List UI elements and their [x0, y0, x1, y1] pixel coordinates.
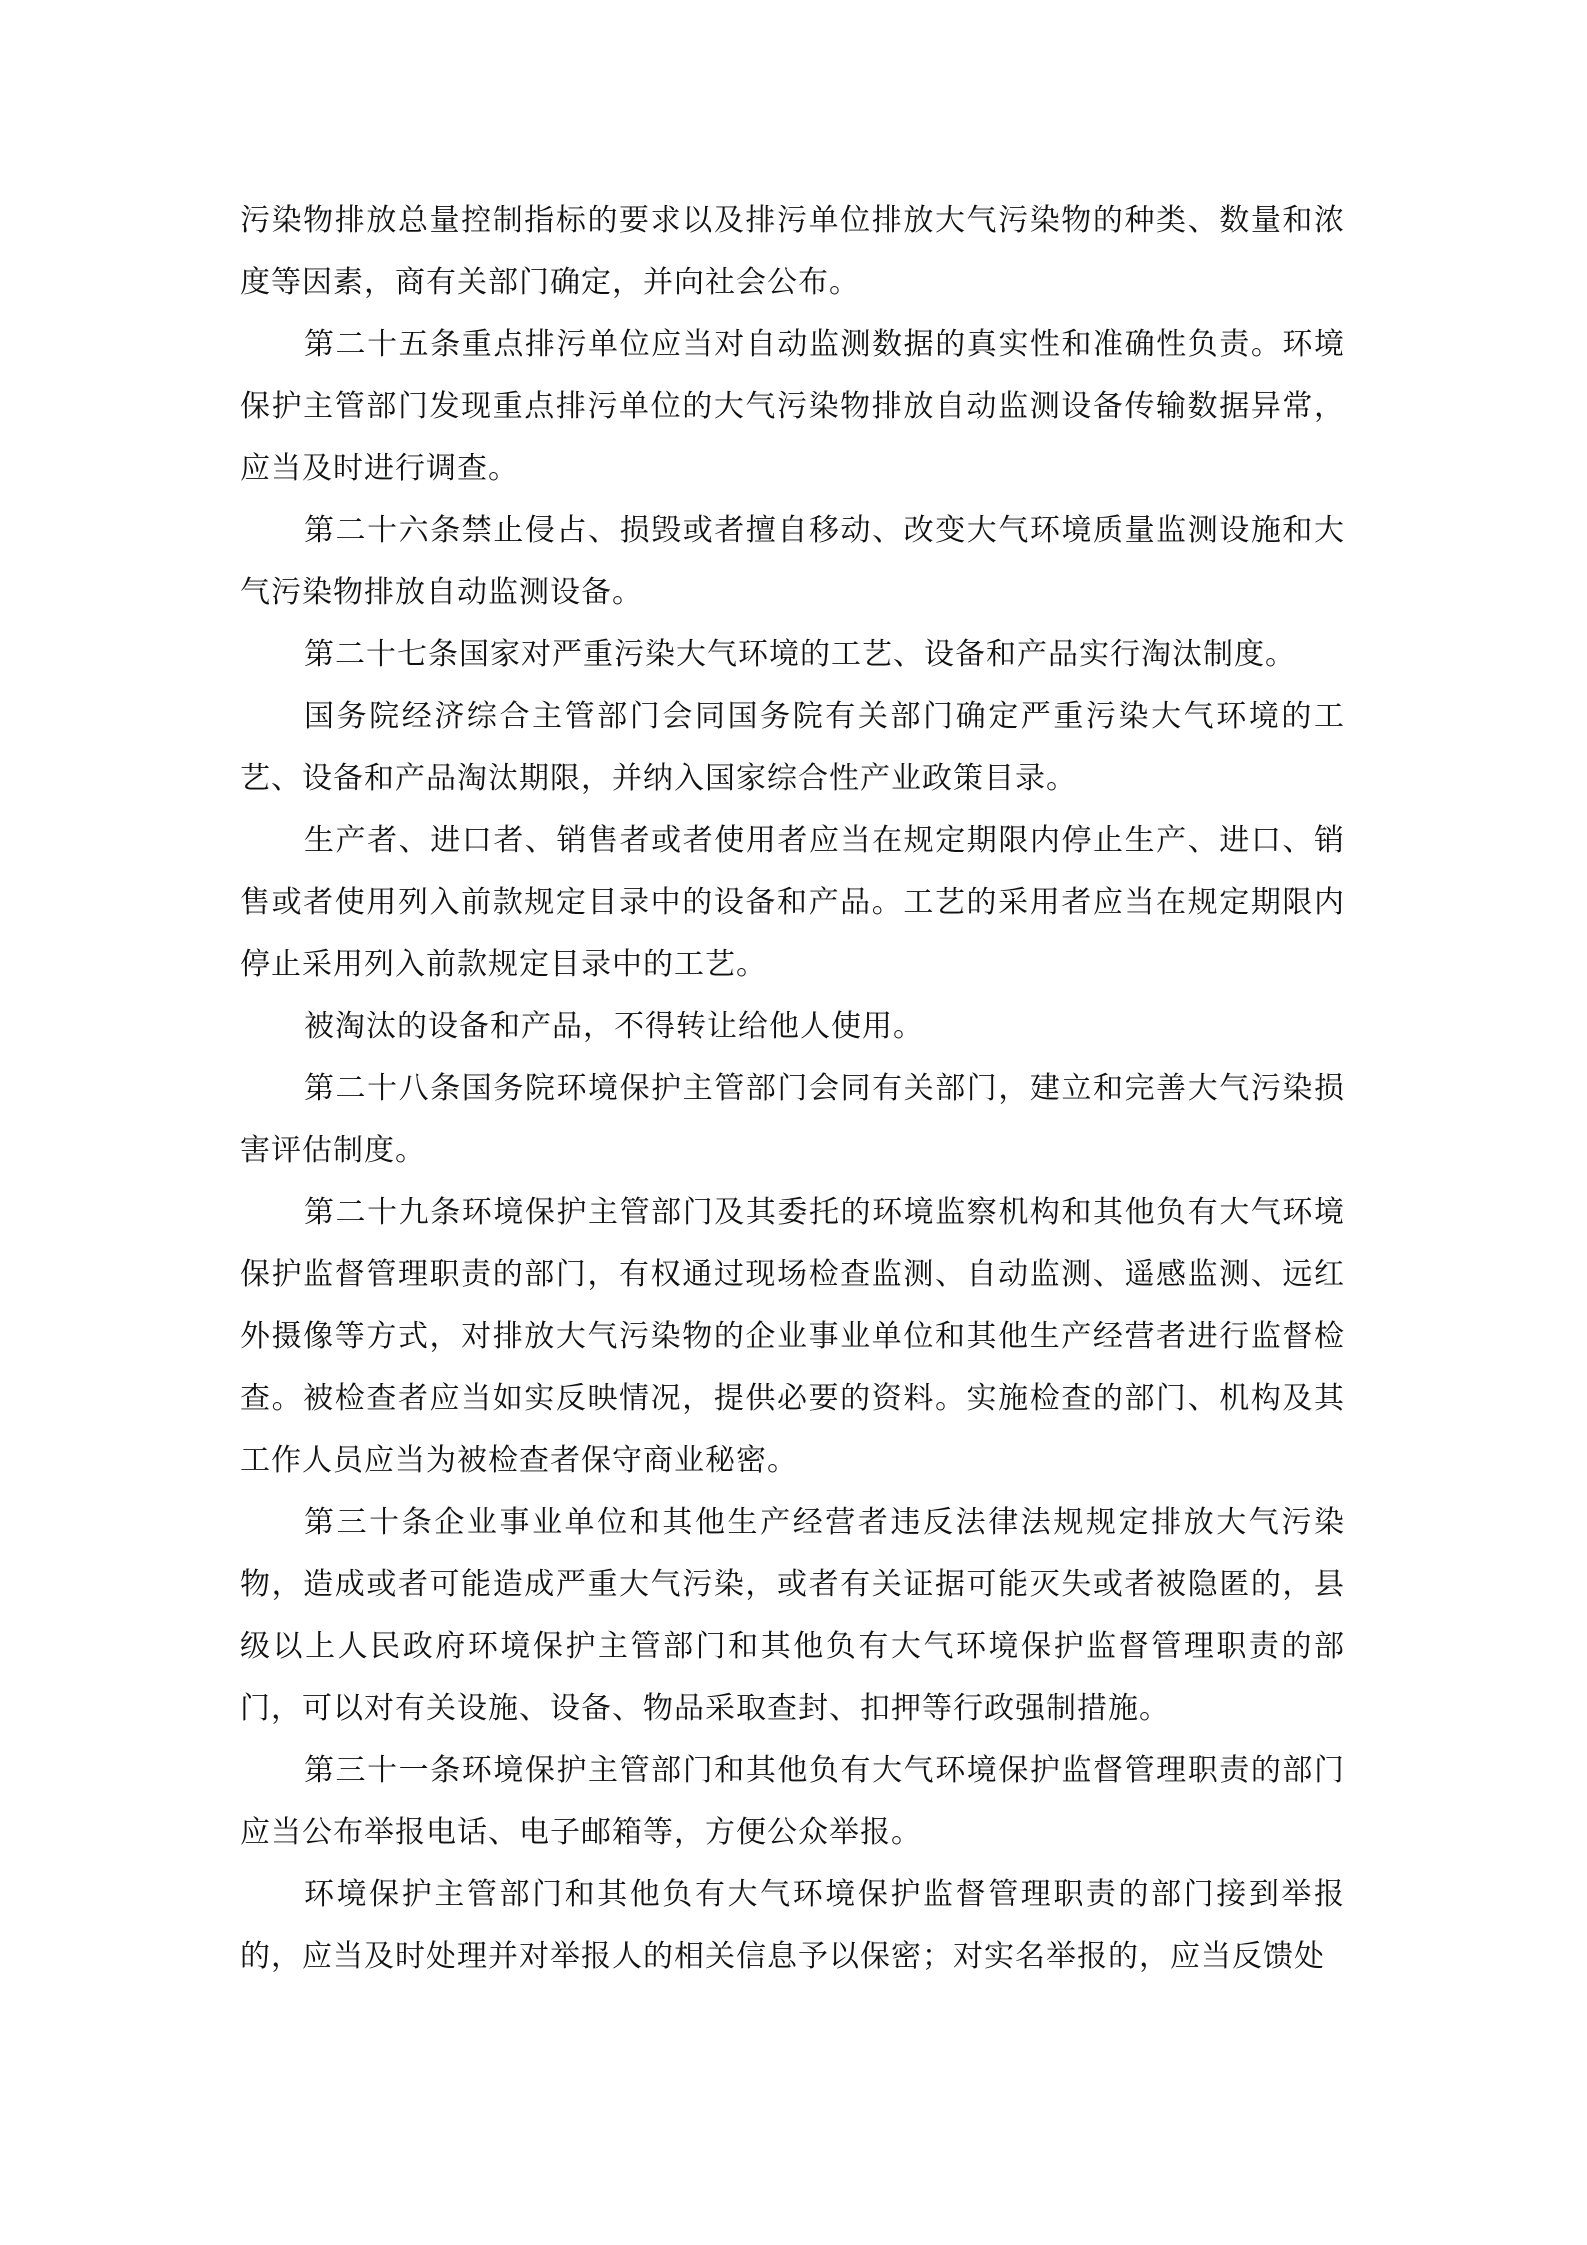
- paragraph-continued: 污染物排放总量控制指标的要求以及排污单位排放大气污染物的种类、数量和浓度等因素，商有关部门确定，并向社会公布。: [240, 203, 1345, 300]
- paragraph-article-28: 第二十八条国务院环境保护主管部门会同有关部门，建立和完善大气污染损害评估制度。: [240, 1071, 1345, 1168]
- paragraph-article-27-clause-2: 国务院经济综合主管部门会同国务院有关部门确定严重污染大气环境的工艺、设备和产品淘汰期限，并纳入国家综合性产业政策目录。: [240, 699, 1345, 796]
- paragraph-article-27: 第二十七条国家对严重污染大气环境的工艺、设备和产品实行淘汰制度。: [304, 637, 1296, 672]
- paragraph-article-26: 第二十六条禁止侵占、损毁或者擅自移动、改变大气环境质量监测设施和大气污染物排放自动监测设备。: [240, 513, 1345, 610]
- paragraph-article-27-clause-4: 被淘汰的设备和产品，不得转让给他人使用。: [304, 1009, 924, 1044]
- document-body: [240, 190, 1345, 1988]
- paragraph-article-27-clause-3: 生产者、进口者、销售者或者使用者应当在规定期限内停止生产、进口、销售或者使用列入前款规定目录中的设备和产品。工艺的采用者应当在规定期限内停止采用列入前款规定目录中的工艺。: [240, 823, 1345, 982]
- paragraph-article-30: 第三十条企业事业单位和其他生产经营者违反法律法规规定排放大气污染物，造成或者可能造成严重大气污染，或者有关证据可能灭失或者被隐匿的，县级以上人民政府环境保护主管部门和其他负有大气环境保护监督管理职责的部门，可以对有关设施、设备、物品采取查封、扣押等行政强制措施。: [240, 1505, 1345, 1726]
- paragraph-article-29: 第二十九条环境保护主管部门及其委托的环境监察机构和其他负有大气环境保护监督管理职责的部门，有权通过现场检查监测、自动监测、遥感监测、远红外摄像等方式，对排放大气污染物的企业事业单位和其他生产经营者进行监督检查。被检查者应当如实反映情况，提供必要的资料。实施检查的部门、机构及其工作人员应当为被检查者保守商业秘密。: [240, 1195, 1345, 1478]
- paragraph-article-25: 第二十五条重点排污单位应当对自动监测数据的真实性和准确性负责。环境保护主管部门发现重点排污单位的大气污染物排放自动监测设备传输数据异常，应当及时进行调查。: [240, 327, 1345, 486]
- paragraph-article-31: 第三十一条环境保护主管部门和其他负有大气环境保护监督管理职责的部门应当公布举报电话、电子邮箱等，方便公众举报。: [240, 1753, 1345, 1850]
- paragraph-article-31-clause-2: 环境保护主管部门和其他负有大气环境保护监督管理职责的部门接到举报的，应当及时处理并对举报人的相关信息予以保密；对实名举报的，应当反馈处: [240, 1877, 1345, 1974]
